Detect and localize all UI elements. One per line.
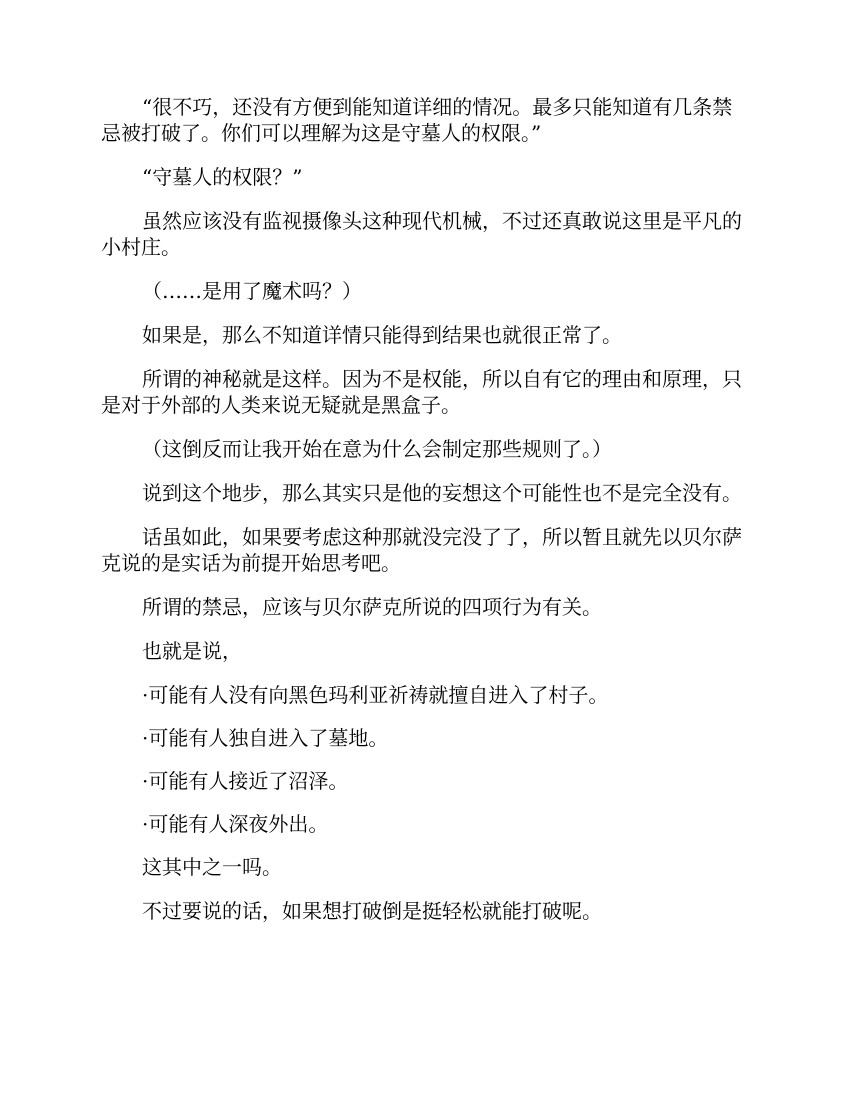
paragraph-only-results: 如果是，那么不知道详情只能得到结果也就很正常了。 [142, 323, 622, 347]
list-item-taboo-night: ·可能有人深夜外出。 [142, 812, 329, 836]
paragraph-that-is: 也就是说， [142, 639, 242, 663]
paragraph-one-of-these: 这其中之一吗。 [142, 855, 282, 879]
document-page [101, 94, 751, 942]
list-item-taboo-graveyard: ·可能有人独自进入了墓地。 [142, 726, 389, 750]
paragraph-taboo-four-acts: 所谓的禁忌，应该与贝尔萨克所说的四项行为有关。 [142, 595, 602, 619]
paragraph-easy-to-break: 不过要说的话，如果想打破倒是挺轻松就能打破呢。 [142, 899, 602, 923]
paragraph-thought-rules: （这倒反而让我开始在意为什么会制定那些规则了。） [142, 437, 612, 461]
list-item-taboo-swamp: ·可能有人接近了沼泽。 [142, 769, 349, 793]
paragraph-no-surveillance: 虽然应该没有监视摄像头这种现代机械，不过还真敢说这里是平凡的小村庄。 [101, 209, 742, 259]
paragraph-thought-magic: （……是用了魔术吗？） [142, 279, 362, 303]
paragraph-mystery-black-box: 所谓的神秘就是这样。因为不是权能，所以自有它的理由和原理，只是对于外部的人类来说无疑就是黑盒子。 [101, 367, 742, 417]
list-item-taboo-prayer: ·可能有人没有向黑色玛利亚祈祷就擅自进入了村子。 [142, 683, 609, 707]
paragraph-delusion-possibility: 说到这个地步，那么其实只是他的妄想这个可能性也不是完全没有。 [142, 481, 742, 505]
paragraph-dialogue-gravekeeper-authority: “守墓人的权限？” [142, 165, 303, 189]
paragraph-assume-truth: 话虽如此，如果要考虑这种那就没完没了了，所以暂且就先以贝尔萨克说的是实话为前提开始思考吧。 [101, 525, 742, 575]
paragraph-dialogue-not-convenient: “很不巧，还没有方便到能知道详细的情况。最多只能知道有几条禁忌被打破了。你们可以理解为这是守墓人的权限。” [101, 95, 733, 145]
